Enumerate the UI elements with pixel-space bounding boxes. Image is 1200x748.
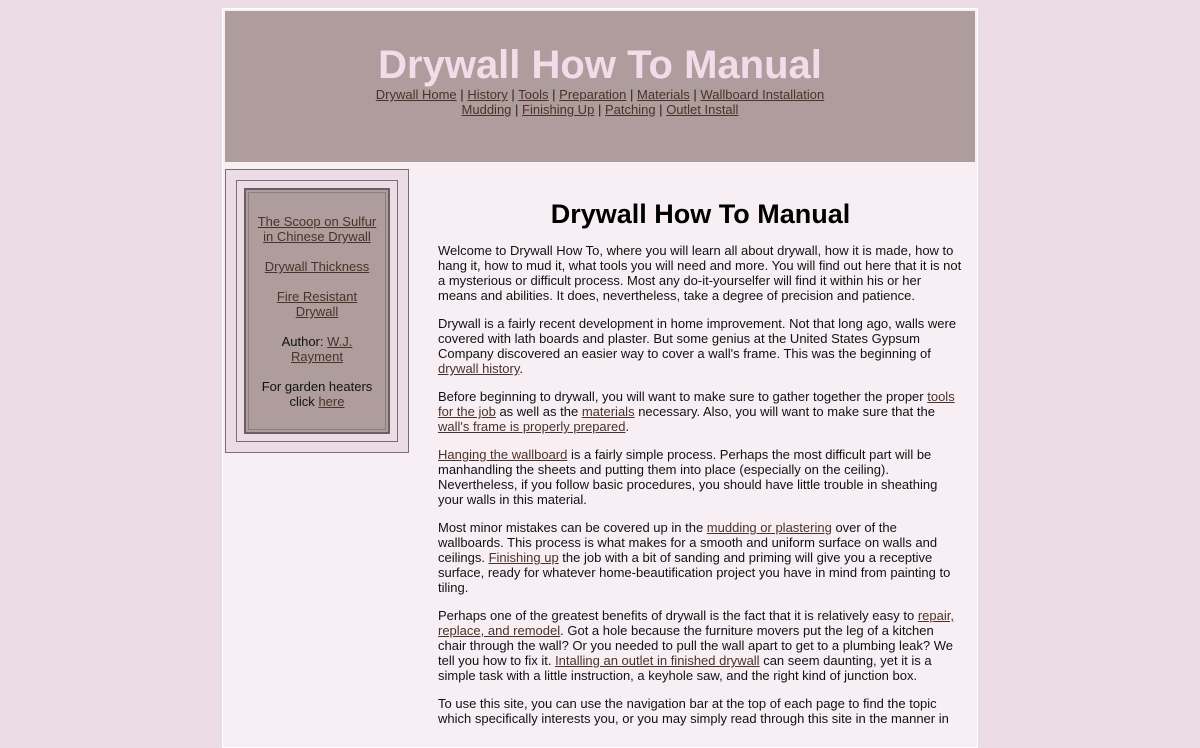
nav-tools[interactable]: Tools <box>518 87 549 102</box>
sidebar-heaters <box>256 379 378 409</box>
intro-paragraph: Welcome to Drywall How To, where you will learn all about drywall, how it is made, how to hang it, how to mud it, what tools you will need and more. You will find out here that it is not a mysterious or difficult process. Most any do-it-yourselfer will find it within his or her means and abilities. It does, nevertheless, take a degree of precision and patience. <box>438 243 962 303</box>
nav-separator: | <box>460 87 464 102</box>
finishing-link[interactable]: Finishing up <box>488 550 559 565</box>
nav-drywall-home[interactable]: Drywall Home <box>375 87 457 102</box>
main-content <box>438 199 963 739</box>
page-container <box>222 8 978 748</box>
heaters-text: For garden heaters click <box>261 379 373 409</box>
nav-history[interactable]: History <box>467 87 508 102</box>
nav-finishing-up[interactable]: Finishing Up <box>522 102 595 117</box>
nav-mudding[interactable]: Mudding <box>461 102 512 117</box>
nav-row-1 <box>225 87 975 102</box>
tools-paragraph <box>438 389 963 434</box>
paragraph-text: . <box>625 419 630 434</box>
author-label: Author: <box>281 334 324 349</box>
sidebar-link-fire-resistant[interactable]: Fire Resistant Drywall <box>276 289 358 319</box>
mudding-paragraph <box>438 520 963 595</box>
nav-separator: | <box>515 102 519 117</box>
hanging-link[interactable]: Hanging the wallboard <box>438 447 568 462</box>
nav-row-2 <box>225 102 975 117</box>
hanging-paragraph <box>438 447 963 507</box>
paragraph-text: as well as the <box>495 404 582 419</box>
nav-preparation[interactable]: Preparation <box>559 87 627 102</box>
preparation-link[interactable]: wall's frame is properly prepared <box>438 419 626 434</box>
paragraph-text: is a fairly simple process. Perhaps the most difficult part will be manhandling the sheets and putting them into place (especially on the ceiling). Nevertheless, if you follow basic procedures, you should have little trouble in sheathing your walls in this material. <box>438 447 938 507</box>
nav-separator: | <box>597 102 602 117</box>
paragraph-text: necessary. Also, you will want to make sure that the <box>634 404 935 419</box>
nav-patching[interactable]: Patching <box>604 102 656 117</box>
paragraph-text: can seem daunting, yet it is a simple task with a little instruction, a keyhole saw, and the right kind of junction box. <box>438 653 932 683</box>
site-header <box>225 11 975 162</box>
paragraph-text: . <box>519 361 524 376</box>
nav-separator: | <box>552 87 556 102</box>
history-paragraph <box>438 316 963 376</box>
paragraph-text: Drywall is a fairly recent development in home improvement. Not that long ago, walls were covered with lath boards and plaster. But some genius at the United States Gypsum Company discovered an easier way to cover a wall's frame. This was the beginning of <box>438 316 957 361</box>
heaters-link[interactable]: here <box>318 394 345 409</box>
sidebar-link-sulfur-drywall[interactable]: The Scoop on Sulfur in Chinese Drywall <box>257 214 377 244</box>
paragraph-text: Most minor mistakes can be covered up in the <box>438 520 707 535</box>
site-title: Drywall How To Manual <box>378 43 822 87</box>
repair-paragraph <box>438 608 963 683</box>
repair-link[interactable]: repair, replace, and remodel <box>438 608 954 638</box>
paragraph-text: Before beginning to drywall, you will want to make sure to gather together the proper <box>438 389 928 404</box>
page-heading: Drywall How To Manual <box>550 199 851 229</box>
nav-wallboard-installation[interactable]: Wallboard Installation <box>700 87 825 102</box>
nav-separator: | <box>693 87 697 102</box>
sidebar-frame <box>236 180 398 442</box>
usage-paragraph: To use this site, you can use the navigation bar at the top of each page to find the topic which specifically interests you, or you may simply read through this site in the manner in <box>438 696 949 726</box>
author-link[interactable]: W.J. Rayment <box>290 334 353 364</box>
sidebar-author <box>256 334 378 364</box>
nav-separator: | <box>511 87 515 102</box>
sidebar-panel <box>244 188 390 434</box>
paragraph-text: . Got a hole because the furniture movers put the leg of a kitchen chair through the wall? Or you needed to pull the wall apart to get to a plumbing leak? We tell you how to fix it. <box>438 623 954 668</box>
nav-materials[interactable]: Materials <box>637 87 690 102</box>
sidebar-block <box>256 214 378 244</box>
outlet-link[interactable]: Intalling an outlet in finished drywall <box>555 653 760 668</box>
nav-separator: | <box>659 102 663 117</box>
paragraph-text: the job with a bit of sanding and priming will give you a receptive surface, ready for whatever home-beautification project you have in mind from painting to tiling. <box>438 550 951 595</box>
paragraph-text: Perhaps one of the greatest benefits of drywall is the fact that it is relatively easy to <box>438 608 918 623</box>
nav-outlet-install[interactable]: Outlet Install <box>666 102 739 117</box>
mudding-link[interactable]: mudding or plastering <box>706 520 832 535</box>
nav-separator: | <box>630 87 634 102</box>
paragraph-text: over of the wallboards. This process is what makes for a smooth and uniform surface on walls and ceilings. <box>438 520 938 565</box>
tools-link[interactable]: tools for the job <box>438 389 955 419</box>
drywall-history-link[interactable]: drywall history <box>438 361 520 376</box>
sidebar-block <box>256 289 378 319</box>
materials-link[interactable]: materials <box>581 404 635 419</box>
sidebar-block <box>256 259 378 274</box>
sidebar-link-drywall-thickness[interactable]: Drywall Thickness <box>264 259 370 274</box>
sidebar <box>225 169 409 453</box>
